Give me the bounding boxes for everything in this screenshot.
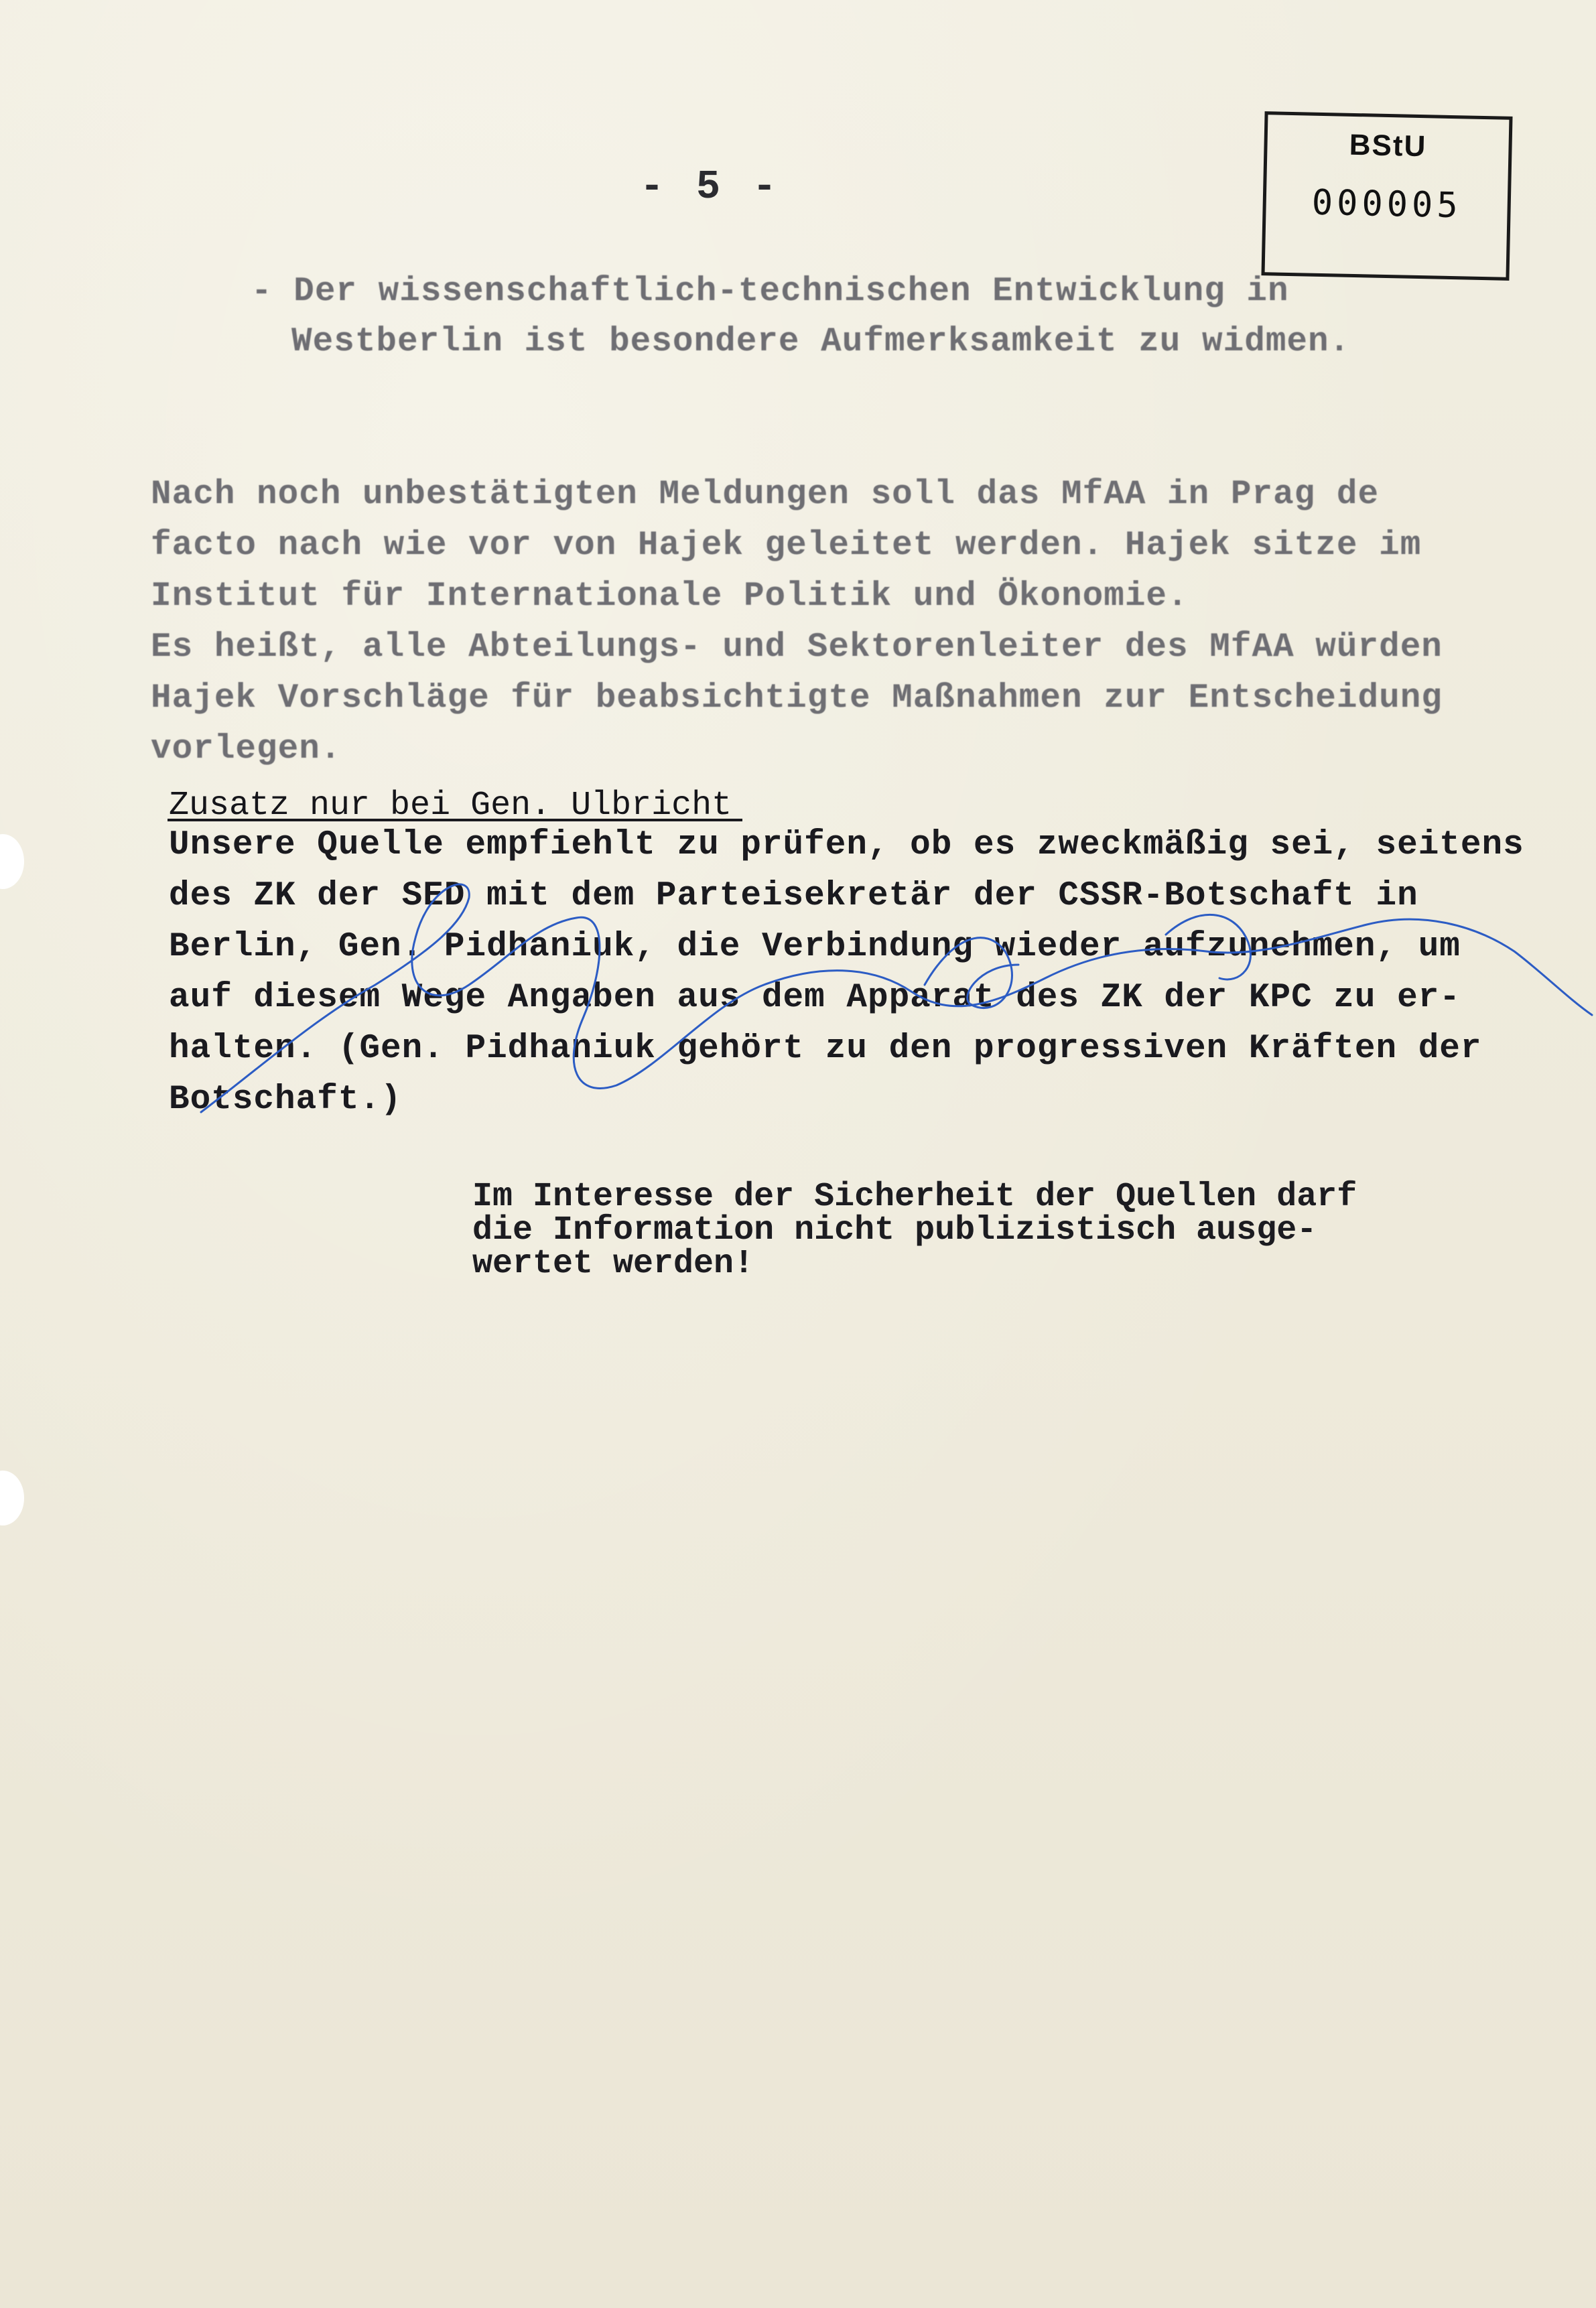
report-line-4: Es heißt, alle Abteilungs- und Sektorenleiter des MfAA würden bbox=[151, 628, 1443, 667]
addendum-line-6: Botschaft.) bbox=[169, 1081, 402, 1119]
report-line-1: Nach noch unbestätigten Meldungen soll das MfAA in Prag de bbox=[151, 476, 1380, 514]
page-number: - 5 - bbox=[640, 165, 781, 210]
source-note-line-3: wertet werden! bbox=[472, 1245, 754, 1283]
addendum-heading: Zusatz nur bei Gen. Ulbricht bbox=[169, 787, 732, 825]
source-note-line-1: Im Interesse der Sicherheit der Quellen darf bbox=[472, 1178, 1357, 1216]
report-line-6: vorlegen. bbox=[151, 730, 342, 768]
addendum-line-1: Unsere Quelle empfiehlt zu prüfen, ob es zweckmäßig sei, seitens bbox=[169, 826, 1524, 864]
source-note-line-2: die Information nicht publizistisch ausge- bbox=[472, 1211, 1317, 1249]
bullet-line-1: - Der wissenschaftlich-technischen Entwicklung in bbox=[251, 273, 1289, 311]
addendum-line-4: auf diesem Wege Angaben aus dem Apparat des ZK der KPC zu er- bbox=[169, 979, 1461, 1017]
addendum-line-3: Berlin, Gen. Pidhaniuk, die Verbindung wieder aufzunehmen, um bbox=[169, 928, 1461, 966]
addendum-line-2: des ZK der SED mit dem Parteisekretär der CSSR-Botschaft in bbox=[169, 877, 1418, 915]
addendum-line-5: halten. (Gen. Pidhaniuk gehört zu den progressiven Kräften der bbox=[169, 1030, 1482, 1068]
report-line-3: Institut für Internationale Politik und Ökonomie. bbox=[151, 578, 1189, 616]
report-line-5: Hajek Vorschläge für beabsichtigte Maßnahmen zur Entscheidung bbox=[151, 679, 1443, 718]
bullet-line-2: Westberlin ist besondere Aufmerksamkeit zu widmen. bbox=[291, 323, 1351, 361]
stamp-document-number: 000005 bbox=[1311, 182, 1463, 226]
report-line-2: facto nach wie vor von Hajek geleitet werden. Hajek sitze im bbox=[151, 527, 1422, 565]
stamp-organization: BStU bbox=[1349, 128, 1427, 163]
